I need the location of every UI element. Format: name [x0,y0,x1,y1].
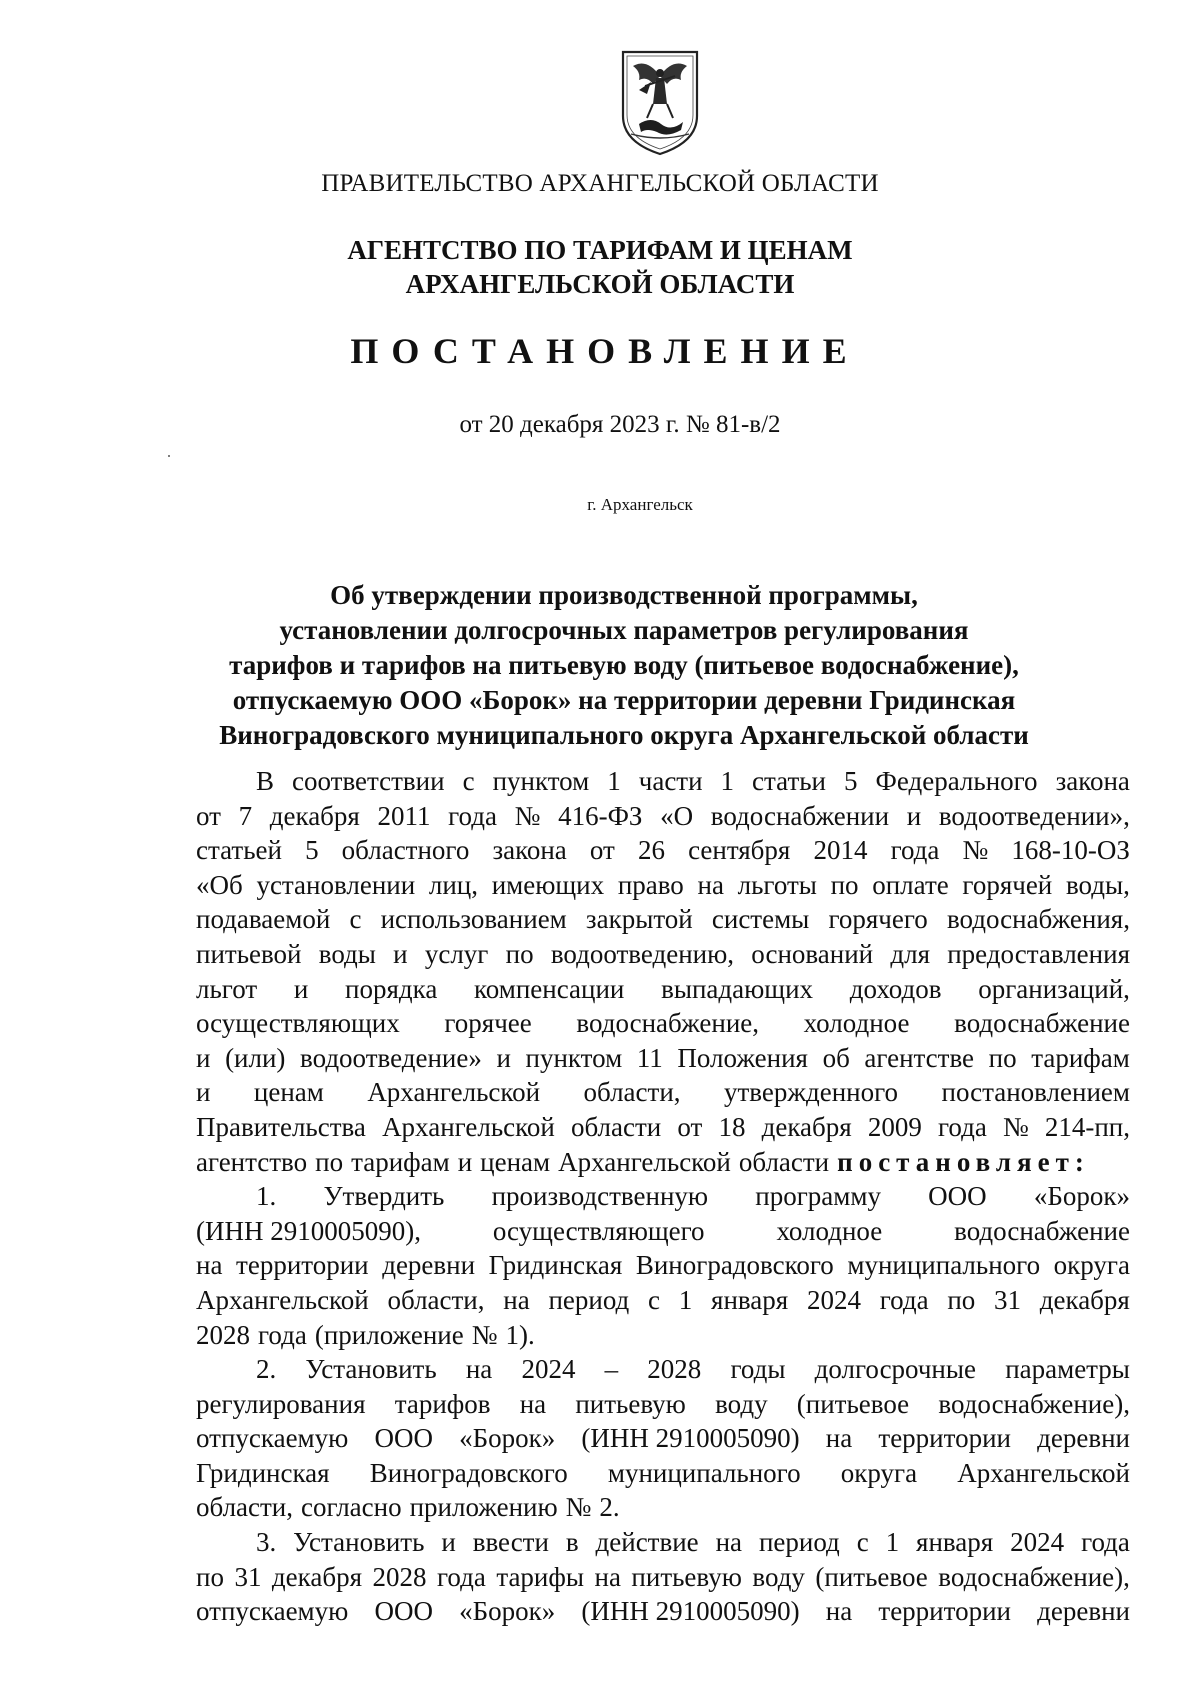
body-word: на [825,1596,853,1627]
body-word: порядка [345,973,438,1004]
body-word: системы [711,904,810,935]
body-word: января [711,1284,789,1315]
body-word: и [196,1077,211,1108]
body-word: (приложение [314,1319,464,1350]
body-word: Федерального [875,766,1038,796]
body-word: тарифов [394,1388,491,1419]
body-word: (ИНН 2910005090) [581,1596,800,1627]
body-word: муниципального [607,1457,801,1488]
body-word: 2024 [806,1284,861,1315]
body-word: 31 [994,1284,1022,1315]
body-word: водоснабжения, [946,904,1130,935]
body-word: года [448,800,498,831]
body-word: на [594,1561,621,1592]
body-word: 2028 [647,1354,702,1385]
body-word: деревни [382,1250,476,1281]
body-line [196,799,1130,834]
body-word: № [1002,1111,1029,1142]
body-word: года [436,1561,486,1592]
body-word: декабря [1039,1284,1130,1315]
body-word: закона [492,835,567,866]
body-word: № [962,835,989,866]
body-word: соответствии [292,766,445,796]
body-word: водоснабжение [954,1215,1130,1246]
body-word: регулирования [196,1388,366,1419]
document-type-heading: ПОСТАНОВЛЕНИЕ [350,331,860,371]
body-word: 2028 [196,1319,250,1350]
body-word: 2. [256,1354,277,1385]
body-word: водоснабжение, [576,1008,760,1039]
body-word: Установить [293,1527,425,1558]
body-word: Виноградовского [369,1457,568,1488]
body-word: выпадающих [661,973,814,1004]
body-line [196,1560,1130,1595]
body-word: части [638,766,703,796]
body-line [196,1214,1130,1249]
body-word: территории [878,1596,1011,1627]
body-word: с [462,766,475,796]
body-word: области, [196,1492,294,1523]
body-word: округа [1053,1250,1130,1281]
resolves-keyword: постановляет: [837,1146,1090,1177]
body-word: (питьевое [796,1388,910,1419]
body-word: пунктом [492,766,590,796]
body-word: года [879,1284,929,1315]
body-word: отпускаемую [196,1423,349,1454]
title-line: Об утверждении производственной программы, [330,580,918,610]
body-word: 5 [305,835,319,866]
body-word: № [514,800,541,831]
body-word: водоснабжение), [938,1561,1130,1592]
body-word: января [916,1527,994,1558]
body-word: водоотведении», [938,800,1130,831]
body-word: Виноградовского [635,1250,834,1281]
body-word: холодное [803,1008,910,1039]
body-word: № [565,1492,592,1523]
body-word: период [758,1527,840,1558]
body-word: и [906,800,922,831]
body-word: от [589,835,615,866]
body-word: 214-пп, [1044,1111,1130,1142]
body-word: на [715,1527,743,1558]
body-word: сентября [688,835,791,866]
body-word: горячей [962,869,1053,900]
body-word: услуг [424,938,489,969]
body-word: от [677,1111,703,1142]
document-date-number: от 20 декабря 2023 г. № 81-в/2 [459,411,781,438]
body-line [196,1387,1130,1422]
body-word: от [196,800,221,831]
body-word: водоснабжении [710,800,890,831]
body-word: период [548,1284,630,1315]
body-word: ценам [480,1146,551,1177]
body-word: на [503,1284,530,1315]
body-word: компенсации [474,973,625,1004]
body-word: муниципального [847,1250,1041,1281]
body-word: льгот [196,973,258,1004]
body-word: 2009 [867,1111,922,1142]
body-word: воды, [1065,869,1130,900]
body-word: Гридинская [196,1457,330,1488]
body-word: Установить [305,1354,437,1385]
body-word: 416-ФЗ [558,800,643,831]
body-word: Утвердить [323,1181,445,1212]
body-word: 1 [678,1284,693,1315]
body-word: Архангельской [196,1284,369,1315]
body-word: в [565,1527,579,1558]
body-word: оснований [751,938,874,969]
body-word: параметры [1005,1354,1130,1385]
body-word: 2024 [521,1354,576,1385]
body-word: производственную [491,1181,709,1212]
body-line [196,1352,1130,1387]
body-word: Правительства [196,1111,366,1142]
body-word: Архангельской [367,1077,541,1108]
body-word: оплате [872,869,949,900]
body-word: деревни [1037,1423,1130,1454]
body-word: водоотведение» [300,1042,482,1073]
body-word: для [890,938,930,969]
body-word: ООО [928,1181,987,1212]
body-word: «Борок» [459,1596,556,1627]
document-city: г. Архангельск [587,495,693,514]
body-word: программу [755,1181,881,1212]
body-line [196,1006,1130,1041]
body-word: № [471,1319,498,1350]
body-word: 1. [256,1181,277,1212]
body-word: округа [840,1457,918,1488]
body-line [196,1283,1130,1318]
body-line [196,833,1130,868]
body-word: отпускаемую [196,1596,349,1627]
body-word: организаций, [978,973,1130,1004]
body-word: года [890,835,940,866]
body-word: статьи [752,766,827,796]
body-line [196,1594,1130,1629]
body-word: «О [660,800,694,831]
body-word: ценам [253,1077,324,1108]
agency-name [0,233,1200,301]
body-line [196,764,1130,799]
body-word: утвержденного [723,1077,899,1108]
body-word: согласно [301,1492,402,1523]
body-word: с [349,904,362,935]
body-word: тарифам [351,1146,450,1177]
body-word: 2028 [372,1561,427,1592]
body-word: осуществляющего [492,1215,705,1246]
document-title [0,578,1200,753]
body-word: на [697,869,724,900]
body-word: с [648,1284,661,1315]
body-line [196,902,1130,937]
body-word: Архангельской [957,1457,1130,1488]
body-word: 7 [238,800,253,831]
body-word: горячее [444,1008,532,1039]
body-word: по [988,1042,1017,1073]
body-word: 1 [720,766,735,796]
body-word: приложению [409,1492,558,1523]
body-word: года [258,1319,307,1350]
body-word: ввести [472,1527,549,1558]
title-line: Виноградовского муниципального округа Архангельской области [219,720,1029,750]
body-word: области, [583,1077,681,1108]
body-word: холодное [776,1215,883,1246]
body-word: Архангельской [382,1111,555,1142]
body-line [196,1041,1130,1076]
body-word: агентстве [864,1042,975,1073]
body-word: 168-10-ОЗ [1011,835,1130,866]
body-word: по [315,1146,344,1177]
body-word: 1 [607,766,621,796]
coat-of-arms-emblem [617,46,703,158]
body-line [196,1075,1130,1110]
body-word: воду [752,1561,805,1592]
body-word: установлении [256,869,416,900]
body-word: области [570,1111,662,1142]
body-word: «Борок» [459,1423,556,1454]
body-word: 1 [885,1527,900,1558]
body-word: агентство [196,1146,308,1177]
body-word: 2. [599,1492,620,1523]
body-word: на [196,1250,223,1281]
body-word: (ИНН 2910005090), [196,1215,421,1246]
body-word: 2014 [813,835,868,866]
body-word: и [457,1146,473,1177]
body-word: деревни [1037,1596,1130,1627]
body-word: (питьевое [815,1561,928,1592]
body-line [196,1179,1130,1214]
body-word: льготы [737,869,817,900]
body-word: годы [730,1354,786,1385]
body-word: Архангельской [558,1146,731,1177]
body-word: по [196,1561,224,1592]
body-word: водоснабжение), [938,1388,1130,1419]
body-line [196,1525,1130,1560]
body-word: действие [595,1527,699,1558]
body-word: по [947,1284,976,1315]
body-word: лиц, [428,869,478,900]
body-word: 2011 [377,800,431,831]
body-line [196,868,1130,903]
body-word: воду [715,1388,768,1419]
body-word: областного [341,835,470,866]
body-word: постановлением [941,1077,1130,1108]
body-line [196,1145,1130,1180]
body-word: имеющих [491,869,605,900]
body-word: на [465,1354,493,1385]
body-line [196,1248,1130,1283]
body-word: 18 [718,1111,746,1142]
body-word: на [519,1388,547,1419]
title-line: установлении долгосрочных параметров регулирования [279,615,969,645]
body-word: на [825,1423,853,1454]
body-word: питьевой [196,938,302,969]
body-word: (или) [225,1042,286,1073]
body-word: и [293,973,309,1004]
body-word: предоставления [947,938,1130,969]
body-word: водоснабжение [954,1008,1130,1039]
government-name: ПРАВИТЕЛЬСТВО АРХАНГЕЛЬСКОЙ ОБЛАСТИ [321,170,879,197]
body-word: области, [387,1284,485,1315]
body-word: и [496,1042,511,1073]
body-word: подаваемой [196,904,331,935]
body-line [196,937,1130,972]
body-word: статьей [196,835,282,866]
body-line [196,1421,1130,1456]
body-word: об [822,1042,850,1073]
body-word: питьевую [631,1561,742,1592]
body-word: и [393,938,408,969]
agency-name-line-1: АГЕНТСТВО ПО ТАРИФАМ И ЦЕНАМ [347,235,853,265]
body-word: закона [1055,766,1130,796]
body-word: по [830,869,859,900]
body-line [196,1456,1130,1491]
body-word: – [604,1354,619,1385]
body-word: использованием [380,904,567,935]
body-word: декабря [761,1111,852,1142]
body-word: «Об [196,869,243,900]
body-word: по [505,938,534,969]
body-word: (ИНН 2910005090) [581,1423,800,1454]
body-word: территории [236,1250,369,1281]
body-line [196,1110,1130,1145]
title-line: отпускаемую ООО «Борок» на территории деревни Гридинская [232,685,1016,715]
body-word: области [738,1146,830,1177]
body-word: В [256,766,275,796]
body-word: территории [878,1423,1011,1454]
body-word: тарифам [1031,1042,1130,1073]
body-word: закрытой [585,904,693,935]
body-word: декабря [269,800,360,831]
body-word: Гридинская [488,1250,623,1281]
body-word: пунктом [525,1042,623,1073]
document-body [196,764,1130,1629]
body-word: доходов [849,973,942,1004]
body-word: осуществляющих [196,1008,400,1039]
body-word: декабря [271,1561,362,1592]
body-word: ООО [374,1423,433,1454]
body-line [196,1318,1130,1353]
body-word: года [937,1111,987,1142]
body-word: питьевую [575,1388,686,1419]
body-word: ООО [374,1596,433,1627]
body-line [196,1490,1130,1525]
scan-speck [168,455,170,457]
body-word: и [196,1042,211,1073]
body-word: 1). [505,1319,535,1350]
body-word: 3. [256,1527,277,1558]
body-word: горячего [828,904,928,935]
body-word: и [441,1527,456,1558]
body-word: воды [318,938,376,969]
body-word: с [856,1527,869,1558]
body-word: водоотведению, [550,938,735,969]
body-word: 5 [844,766,858,796]
agency-name-line-2: АРХАНГЕЛЬСКОЙ ОБЛАСТИ [405,269,795,299]
body-word: Положения [677,1042,808,1073]
title-line: тарифов и тарифов на питьевую воду (питьевое водоснабжение), [229,650,1019,680]
body-word: года [1081,1527,1130,1558]
body-word: «Борок» [1033,1181,1130,1212]
body-word: тарифы [496,1561,585,1592]
body-word: 31 [234,1561,262,1592]
body-word: право [617,869,684,900]
body-word: 11 [636,1042,663,1073]
body-word: 2024 [1010,1527,1065,1558]
body-word: 26 [637,835,665,866]
body-word: долгосрочные [814,1354,977,1385]
body-line [196,972,1130,1007]
